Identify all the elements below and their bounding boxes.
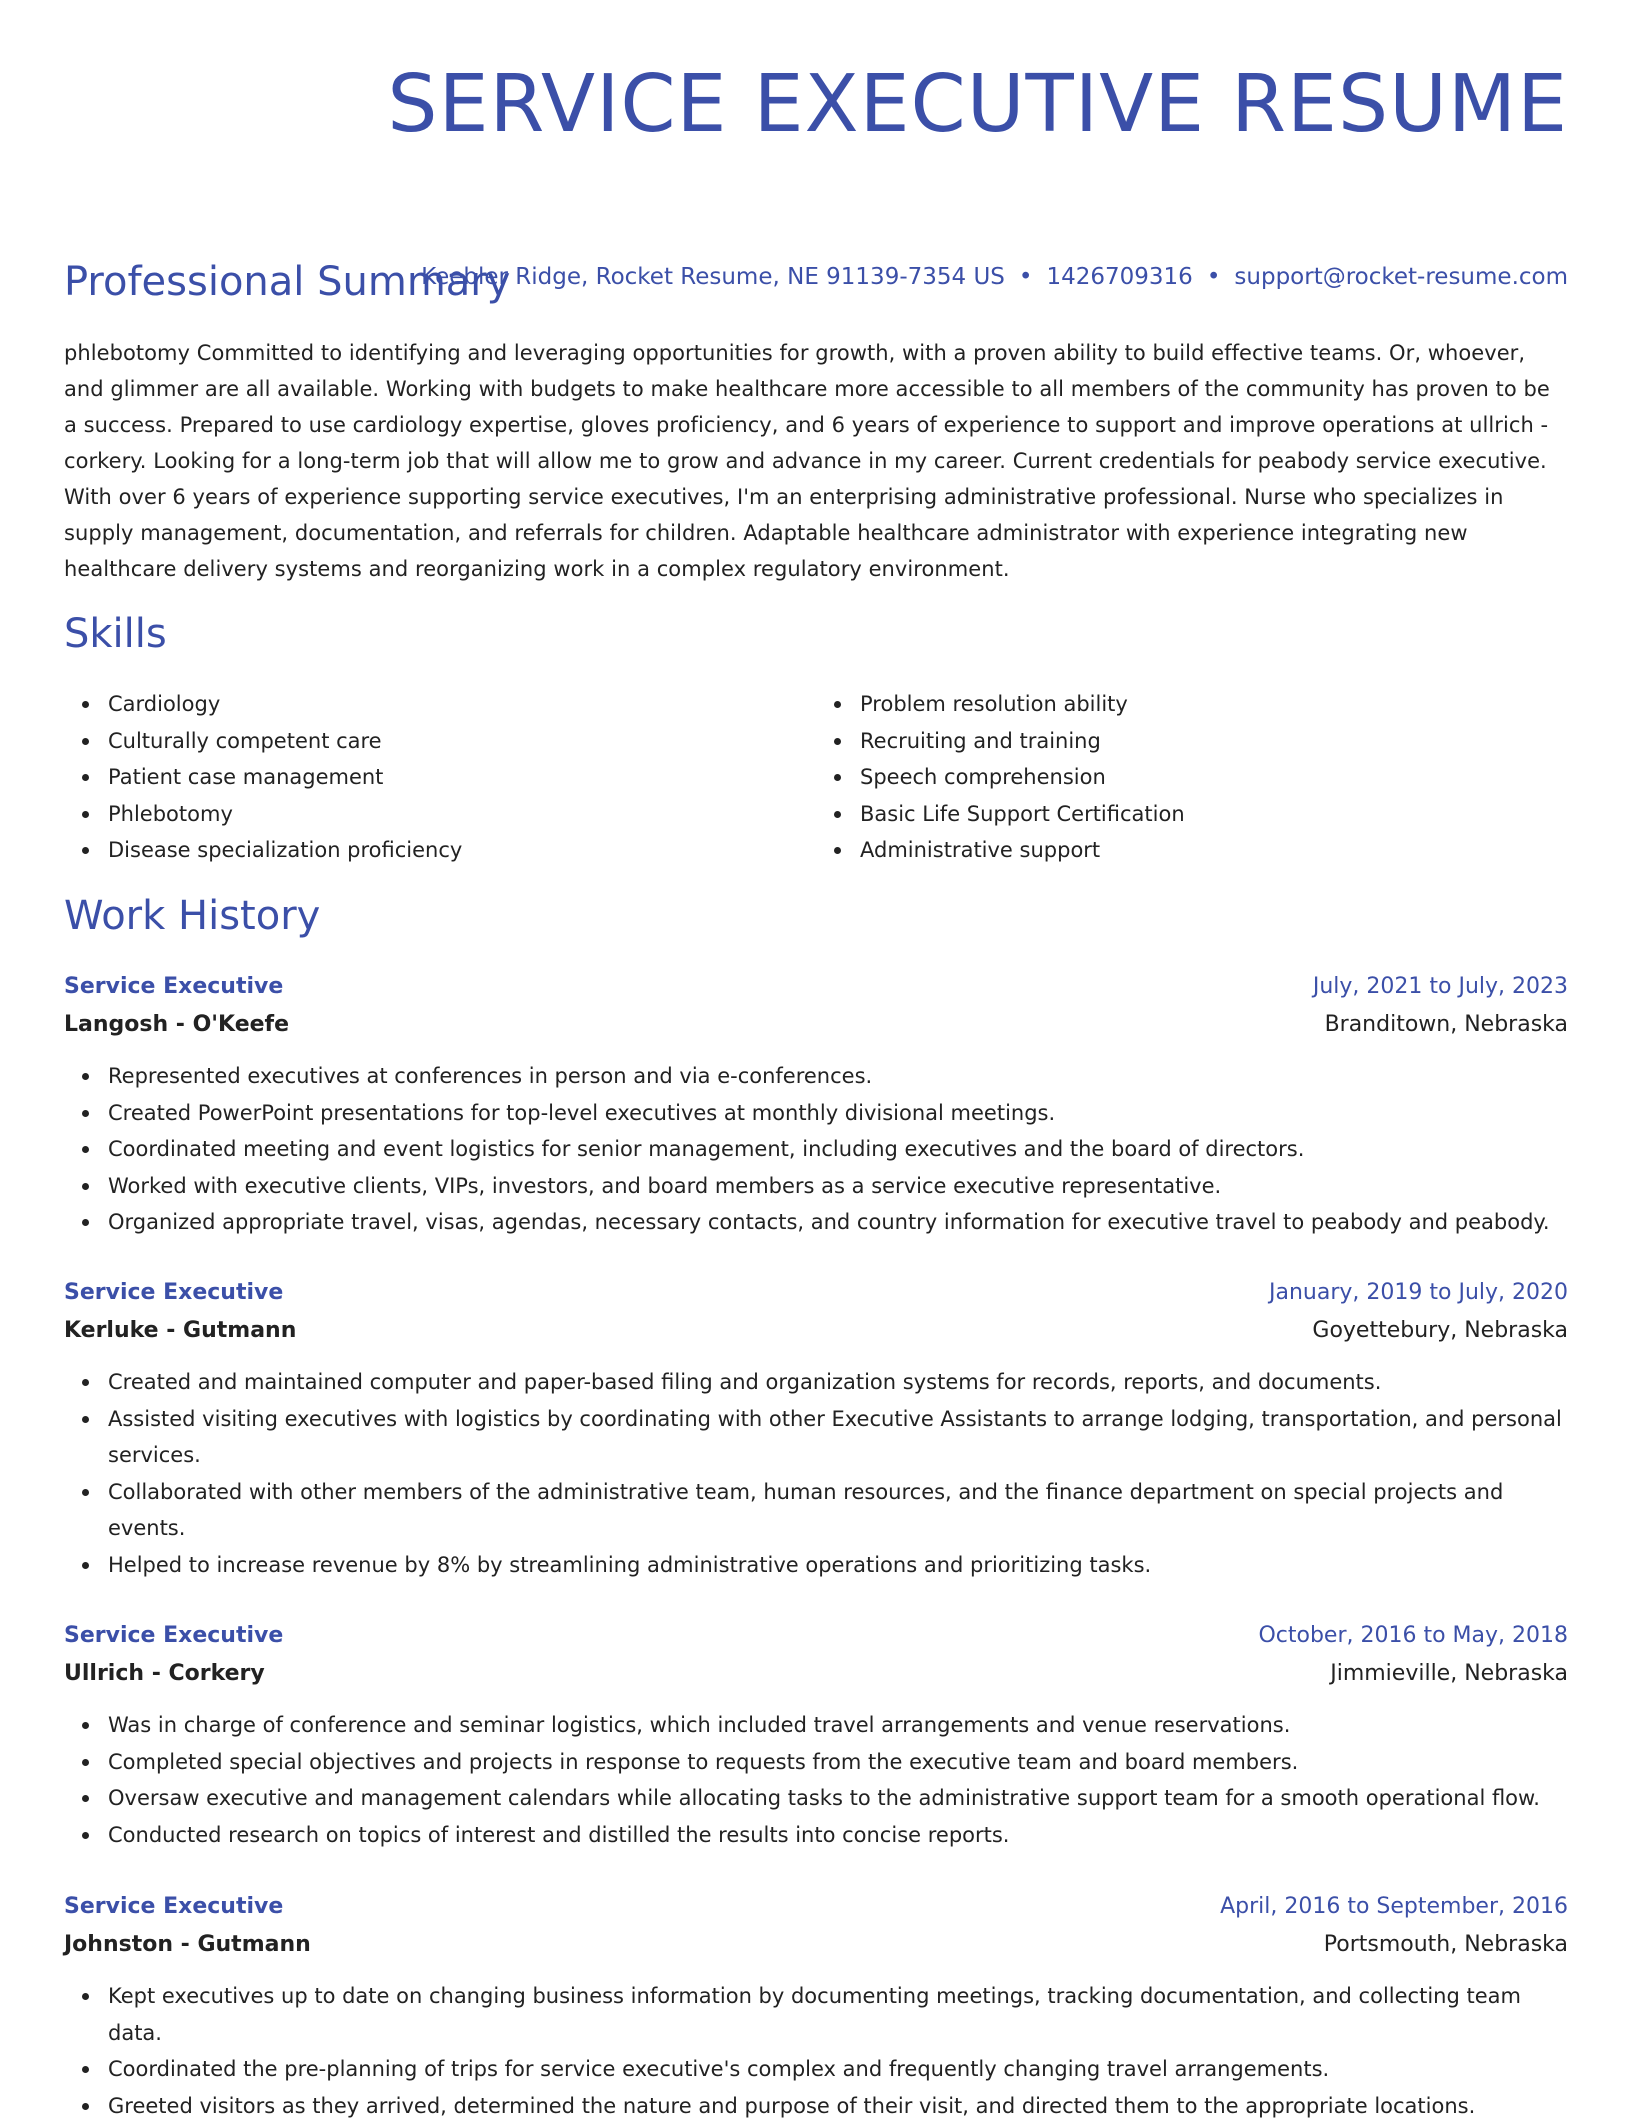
- job-bullets: [64, 1707, 1568, 1853]
- job-company: Kerluke - Gutmann: [64, 1312, 296, 1350]
- job-title: Service Executive: [64, 1617, 283, 1655]
- job-title: Service Executive: [64, 1274, 283, 1312]
- skill-item: Patient case management: [108, 759, 816, 796]
- job-location: Goyettebury, Nebraska: [1312, 1312, 1568, 1350]
- summary-heading: Professional Summary: [64, 258, 510, 306]
- summary-text: phlebotomy Committed to identifying and leveraging opportunities for growth, with a proven ability to build effective teams. Or, whoever, and glimmer are all available. Working with budgets to make healthcare more accessible to all members of the community has proven to be a success. Prepared to use cardiology expertise, gloves proficiency, and 6 years of experience to support and improve operations at ullrich - corkery. Looking for a long-term job that will allow me to grow and advance in my career. Current credentials for peabody service executive. With over 6 years of experience supporting service executives, I'm an enterprising administrative professional. Nurse who specializes in supply management, documentation, and referrals for children. Adaptable healthcare administrator with experience integrating new healthcare delivery systems and reorganizing work in a complex regulatory environment.: [64, 335, 1568, 587]
- skill-item: Administrative support: [860, 832, 1568, 869]
- skill-item: Recruiting and training: [860, 723, 1568, 760]
- job-bullet: Created and maintained computer and paper-based filing and organization systems for records, reports, and documents.: [108, 1364, 1568, 1401]
- resume-title: SERVICE EXECUTIVE RESUME: [64, 0, 1568, 152]
- job-bullet: Coordinated the pre-planning of trips for service executive's complex and frequently changing travel arrangements.: [108, 2051, 1568, 2088]
- contact-address: Keebler Ridge, Rocket Resume, NE 91139-7354 US: [421, 264, 1005, 290]
- skill-item: Cardiology: [108, 686, 816, 723]
- job-dates: October, 2016 to May, 2018: [1258, 1617, 1568, 1655]
- job-bullet: Coordinated meeting and event logistics for senior management, including executives and the board of directors.: [108, 1131, 1568, 1168]
- job-bullet: Collaborated with other members of the administrative team, human resources, and the finance department on special projects and events.: [108, 1474, 1568, 1547]
- job-company: Langosh - O'Keefe: [64, 1006, 289, 1044]
- skill-item: Problem resolution ability: [860, 686, 1568, 723]
- skills-column-right: [816, 686, 1568, 869]
- work-history-heading: Work History: [64, 892, 320, 940]
- contact-separator: •: [1207, 264, 1221, 290]
- job-entry: [64, 968, 1568, 1241]
- job-bullets: [64, 1058, 1568, 1241]
- job-bullet: Worked with executive clients, VIPs, investors, and board members as a service executive representative.: [108, 1168, 1568, 1205]
- job-bullet: Assisted visiting executives with logistics by coordinating with other Executive Assistants to arrange lodging, transportation, and personal services.: [108, 1401, 1568, 1474]
- skills-column-left: [64, 686, 816, 869]
- job-title: Service Executive: [64, 1888, 283, 1926]
- contact-separator: •: [1019, 264, 1033, 290]
- job-bullets: [64, 1978, 1568, 2124]
- job-entry: [64, 1888, 1568, 2124]
- job-entry: [64, 1617, 1568, 1853]
- job-dates: January, 2019 to July, 2020: [1269, 1274, 1568, 1312]
- job-bullet: Greeted visitors as they arrived, determined the nature and purpose of their visit, and directed them to the appropriate locations.: [108, 2088, 1568, 2124]
- skills-list: [64, 686, 1568, 869]
- job-company: Ullrich - Corkery: [64, 1655, 265, 1693]
- skills-heading: Skills: [64, 610, 167, 658]
- job-location: Portsmouth, Nebraska: [1324, 1926, 1568, 1964]
- job-location: Branditown, Nebraska: [1325, 1006, 1568, 1044]
- job-bullet: Kept executives up to date on changing business information by documenting meetings, tracking documentation, and collecting team data.: [108, 1978, 1568, 2051]
- job-bullet: Was in charge of conference and seminar logistics, which included travel arrangements and venue reservations.: [108, 1707, 1568, 1744]
- contact-phone: 1426709316: [1046, 264, 1192, 290]
- job-entry: [64, 1274, 1568, 1583]
- skill-item: Phlebotomy: [108, 796, 816, 833]
- job-bullet: Conducted research on topics of interest and distilled the results into concise reports.: [108, 1817, 1568, 1854]
- job-dates: July, 2021 to July, 2023: [1313, 968, 1568, 1006]
- skill-item: Speech comprehension: [860, 759, 1568, 796]
- skill-item: Basic Life Support Certification: [860, 796, 1568, 833]
- job-location: Jimmieville, Nebraska: [1330, 1655, 1568, 1693]
- job-title: Service Executive: [64, 968, 283, 1006]
- job-bullet: Oversaw executive and management calendars while allocating tasks to the administrative support team for a smooth operational flow.: [108, 1780, 1568, 1817]
- skill-item: Culturally competent care: [108, 723, 816, 760]
- skill-item: Disease specialization proficiency: [108, 832, 816, 869]
- job-dates: April, 2016 to September, 2016: [1220, 1888, 1568, 1926]
- contact-line: [421, 262, 1568, 292]
- job-company: Johnston - Gutmann: [64, 1926, 311, 1964]
- job-bullet: Helped to increase revenue by 8% by streamlining administrative operations and prioritizing tasks.: [108, 1547, 1568, 1584]
- contact-email: support@rocket-resume.com: [1234, 264, 1568, 290]
- job-bullet: Represented executives at conferences in person and via e-conferences.: [108, 1058, 1568, 1095]
- job-bullet: Organized appropriate travel, visas, agendas, necessary contacts, and country information for executive travel to peabody and peabody.: [108, 1204, 1568, 1241]
- job-bullet: Created PowerPoint presentations for top-level executives at monthly divisional meetings.: [108, 1095, 1568, 1132]
- job-bullet: Completed special objectives and projects in response to requests from the executive team and board members.: [108, 1744, 1568, 1781]
- job-bullets: [64, 1364, 1568, 1583]
- resume-page: [64, 0, 1568, 152]
